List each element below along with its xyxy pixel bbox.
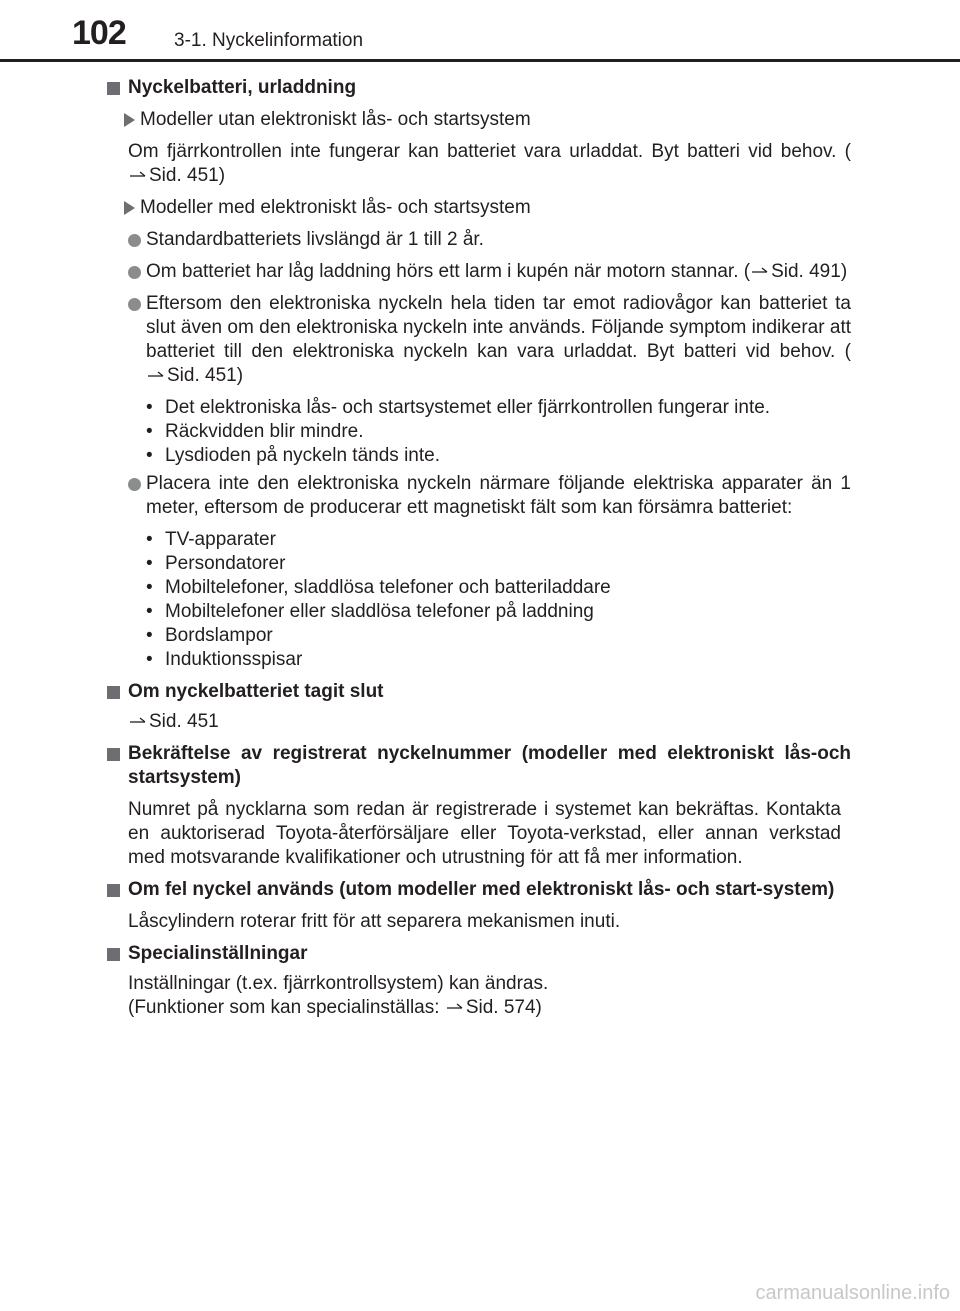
reference-label: Sid. 451 <box>167 365 237 386</box>
header-rule <box>0 59 960 62</box>
page-reference[interactable] <box>146 364 237 388</box>
wrong-key-text: Låscylindern roterar fritt för att separera mekanismen inuti. <box>128 911 621 932</box>
model-with-system <box>118 196 851 220</box>
square-bullet-icon <box>107 884 120 897</box>
model-without-system-desc: Om fjärrkontrollen inte fungerar kan batteriet vara urladdat. Byt batteri vid behov. (Sid. 451) <box>128 141 851 186</box>
item-text: Om batteriet har låg laddning hörs ett larm i kupén när motorn stannar. ( <box>146 261 751 282</box>
heading-customization <box>106 942 851 966</box>
device-item: • Induktionsspisar <box>146 649 303 670</box>
page-reference[interactable] <box>750 260 841 284</box>
heading-empty-battery <box>106 680 851 704</box>
arrow-right-icon <box>146 370 166 380</box>
heading-key-number <box>106 742 851 790</box>
square-bullet-icon <box>107 948 120 961</box>
list-item <box>106 228 851 252</box>
arrow-right-icon <box>128 170 148 180</box>
circle-bullet-icon <box>128 298 141 311</box>
page-reference[interactable] <box>128 164 219 188</box>
reference-label: Sid. 451 <box>149 711 219 732</box>
desc-text: Om fjärrkontrollen inte fungerar kan batteriet vara urladdat. Byt batteri vid behov. ( <box>128 141 851 162</box>
watermark[interactable]: carmanualsonline.info <box>755 1282 950 1304</box>
heading-battery-text: Nyckelbatteri, urladdning <box>128 77 357 98</box>
circle-bullet-icon <box>128 266 141 279</box>
heading-battery <box>106 76 851 100</box>
model-without-system <box>118 108 851 132</box>
arrow-right-icon <box>445 1002 465 1012</box>
arrow-right-icon <box>128 716 148 726</box>
square-bullet-icon <box>107 82 120 95</box>
symptom-list <box>106 396 851 468</box>
reference-label: Sid. 451 <box>149 165 219 186</box>
item-text: Eftersom den elektroniska nyckeln hela tiden tar emot radiovågor kan batteriet ta slut även om den elektroniska nyckeln inte används. Följande symptom indikerar att batteriet till den elektroniska nyckeln kan vara urladdat. Byt batteri vid behov. ( <box>146 293 851 362</box>
page-number: 102 <box>72 14 126 52</box>
line-text: (Funktioner som kan specialinställas: <box>128 997 445 1018</box>
heading-text: Om nyckelbatteriet tagit slut <box>128 681 384 702</box>
list-item <box>106 472 851 520</box>
customization-line1: Inställningar (t.ex. fjärrkontrollsystem) kan ändras. <box>128 973 549 994</box>
device-item: • Bordslampor <box>146 625 273 646</box>
symptom-item: • Räckvidden blir mindre. <box>146 421 364 442</box>
page-header <box>0 0 960 62</box>
triangle-arrow-icon <box>124 113 135 127</box>
triangle-arrow-icon <box>124 201 135 215</box>
heading-wrong-key <box>106 878 851 902</box>
key-number-text: Numret på nycklarna som redan är registrerade i systemet kan bekräftas. Kontakta en auktoriserad Toyota-återförsäljare eller Toyota-verkstad, eller annan verkstad med motsvarande kvalifikationer och utrustning för att få mer information. <box>128 799 841 868</box>
reference-label: Sid. 491 <box>771 261 841 282</box>
page-reference[interactable] <box>445 996 536 1020</box>
device-item: • Mobiltelefoner, sladdlösa telefoner och batteriladdare <box>146 577 611 598</box>
heading-text: Specialinställningar <box>128 943 308 964</box>
customization-line2: (Funktioner som kan specialinställas: Sid. 574) <box>128 997 542 1018</box>
symptom-item: • Det elektroniska lås- och startsystemet eller fjärrkontrollen fungerar inte. <box>146 397 771 418</box>
item-text: Placera inte den elektroniska nyckeln närmare följande elektriska apparater än 1 meter, eftersom de producerar ett magnetiskt fält som kan försämra batteriet: <box>146 473 851 518</box>
model-with-system-text: Modeller med elektroniskt lås- och startsystem <box>140 197 531 218</box>
device-item: • Mobiltelefoner eller sladdlösa telefoner på laddning <box>146 601 594 622</box>
circle-bullet-icon <box>128 234 141 247</box>
device-item: • TV-apparater <box>146 529 276 550</box>
empty-battery-ref <box>106 710 851 734</box>
list-item: Om batteriet har låg laddning hörs ett larm i kupén när motorn stannar. ( Sid. 491) <box>106 260 851 284</box>
page-content <box>106 70 851 1020</box>
device-list <box>106 528 851 672</box>
heading-text: Om fel nyckel används (utom modeller med elektroniskt lås- och start-system) <box>128 879 835 900</box>
page-reference[interactable] <box>128 710 219 734</box>
heading-text: Bekräftelse av registrerat nyckelnummer (modeller med elektroniskt lås-och startsystem) <box>128 743 851 788</box>
circle-bullet-icon <box>128 478 141 491</box>
square-bullet-icon <box>107 748 120 761</box>
list-item: Eftersom den elektroniska nyckeln hela tiden tar emot radiovågor kan batteriet ta slut även om den elektroniska nyckeln inte används. Följande symptom indikerar att batteriet till den elektroniska nyckeln kan vara urladdat. Byt batteri vid behov. (Sid. 451) <box>106 292 851 388</box>
square-bullet-icon <box>107 686 120 699</box>
device-item: • Persondatorer <box>146 553 286 574</box>
arrow-right-icon <box>750 266 770 276</box>
section-title: 3-1. Nyckelinformation <box>174 30 364 51</box>
symptom-item: • Lysdioden på nyckeln tänds inte. <box>146 445 440 466</box>
item-text: Standardbatteriets livslängd är 1 till 2 år. <box>146 229 484 250</box>
model-without-system-text: Modeller utan elektroniskt lås- och startsystem <box>140 109 531 130</box>
reference-label: Sid. 574 <box>465 997 536 1018</box>
